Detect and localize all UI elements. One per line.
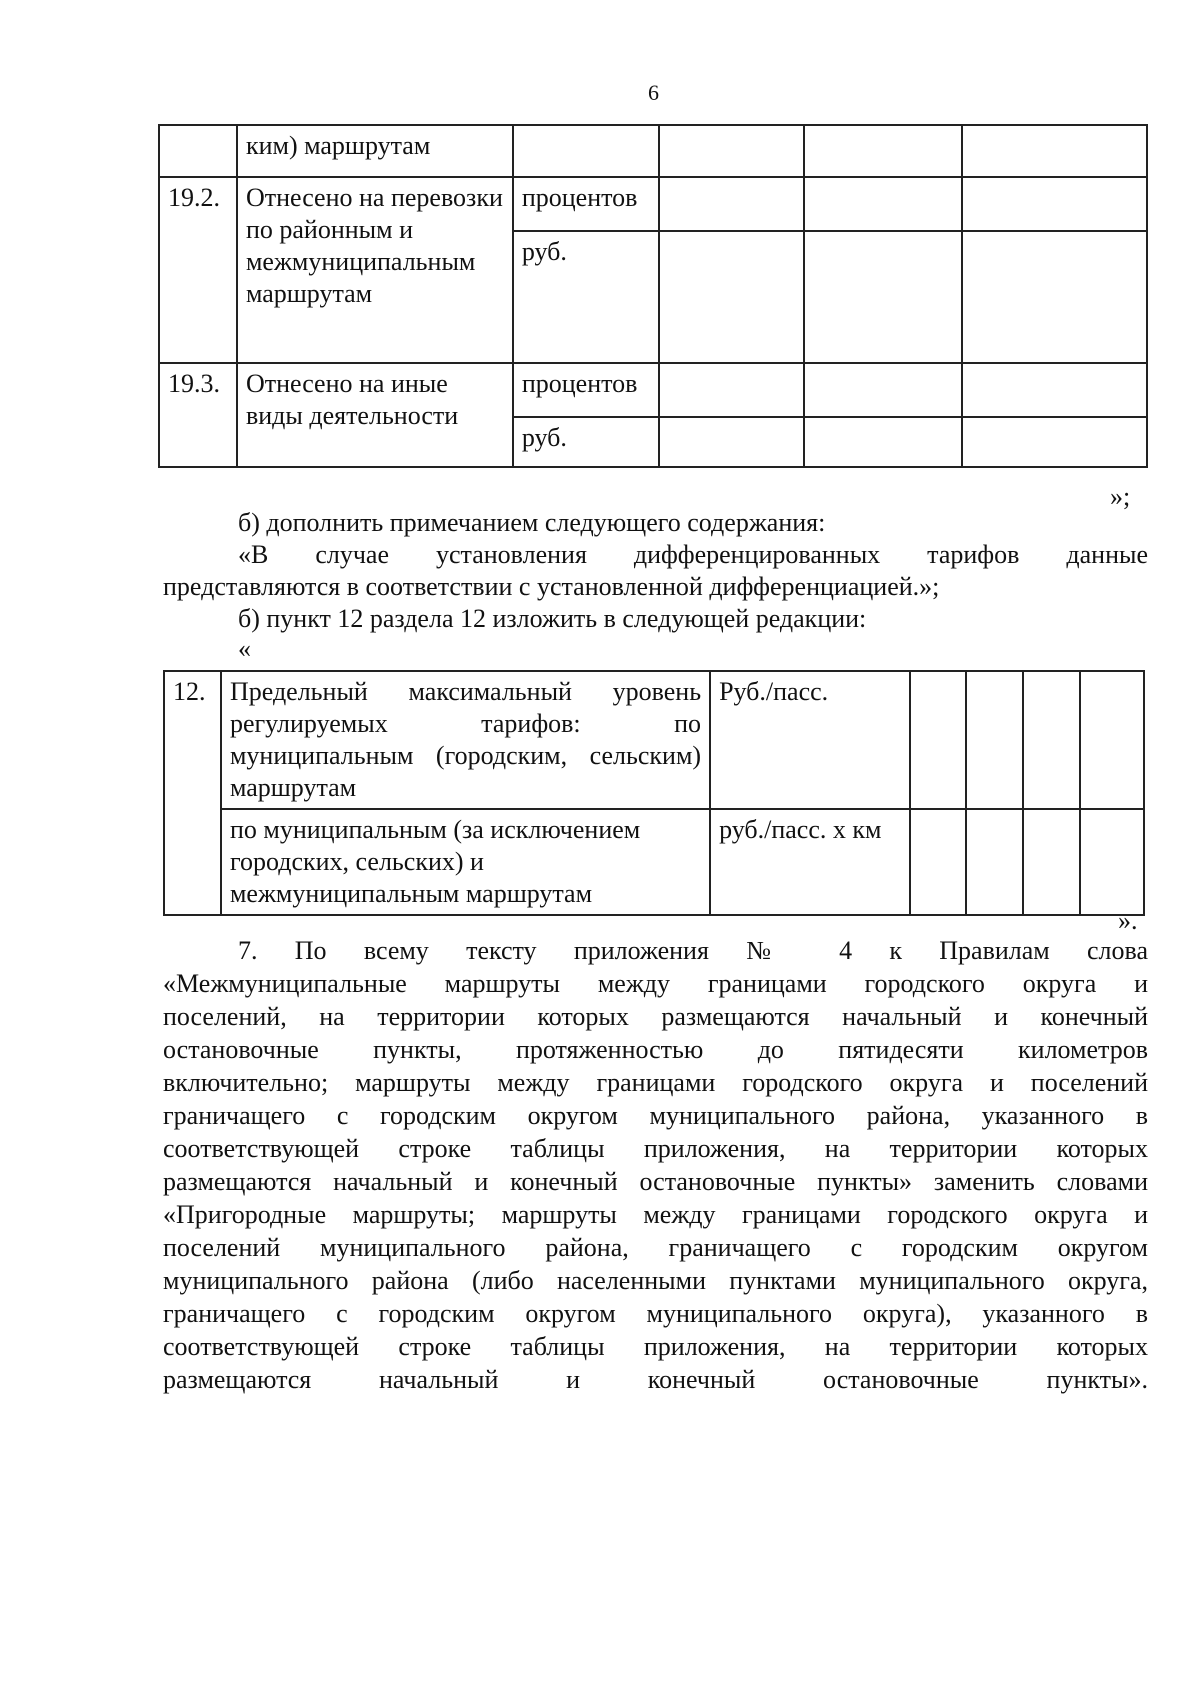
row-number: 12. — [164, 671, 221, 915]
row-description: Отнесено на перевозки по районным и межмуниципальным маршрутам — [237, 177, 513, 363]
paragraph-line: «Межмуниципальные маршруты между границами городского округа и — [163, 969, 1148, 998]
paragraph-7 — [163, 934, 1148, 1396]
unit-cell: руб. — [513, 417, 659, 467]
para-v-intro: б) пункт 12 раздела 12 изложить в следующей редакции: — [238, 604, 867, 633]
open-quote: « — [238, 634, 251, 663]
table-row — [159, 125, 1147, 177]
row-description: Предельный максимальный уровень регулируемых тарифов: по муниципальным (городским, сельским) маршрутам — [221, 671, 710, 809]
closing-quote: »; — [1110, 482, 1131, 511]
paragraph-line: включительно; маршруты между границами городского округа и поселений — [163, 1068, 1148, 1097]
row-description: по муниципальным (за исключением городских, сельских) и межмуниципальным маршрутам — [221, 809, 710, 915]
row-number: 19.2. — [159, 177, 237, 363]
para-b-line2: представляются в соответствии с установленной дифференциацией.»; — [163, 572, 940, 601]
unit-cell: процентов — [513, 363, 659, 417]
paragraph-line: «Пригородные маршруты; маршруты между границами городского округа и — [163, 1200, 1148, 1229]
paragraph-line: граничащего с городским округом муниципального района, указанного в — [163, 1101, 1148, 1130]
closing-quote-2: ». — [1118, 906, 1138, 935]
table-row — [164, 671, 1144, 809]
unit-cell: руб. — [513, 231, 659, 363]
table-row — [159, 177, 1147, 231]
paragraph-line: размещаются начальный и конечный остановочные пункты» заменить словами — [163, 1167, 1148, 1196]
unit-cell: Руб./пасс. — [710, 671, 910, 809]
table-row — [164, 809, 1144, 915]
tariff-table-19 — [158, 124, 1148, 468]
row-number: 19.3. — [159, 363, 237, 467]
para-b-line1: «В случае установления дифференцированных тарифов данные — [238, 540, 1148, 569]
paragraph-line: 7. По всему тексту приложения № 4 к Правилам слова — [238, 936, 1148, 965]
unit-cell: руб./пасс. x км — [710, 809, 910, 915]
paragraph-line: граничащего с городским округом муниципального округа), указанного в — [163, 1299, 1148, 1328]
para-b-intro: б) дополнить примечанием следующего содержания: — [238, 508, 826, 537]
paragraph-line: поселений, на территории которых размещаются начальный и конечный — [163, 1002, 1148, 1031]
table-row — [159, 363, 1147, 417]
paragraph-line: соответствующей строке таблицы приложения, на территории которых — [163, 1332, 1148, 1361]
paragraph-line: муниципального района (либо населенными пунктами муниципального округа, — [163, 1266, 1148, 1295]
page-number: 6 — [648, 80, 659, 105]
row-description: Отнесено на иные виды деятельности — [237, 363, 513, 467]
tariff-table-12 — [163, 670, 1145, 916]
unit-cell: процентов — [513, 177, 659, 231]
paragraph-line: размещаются начальный и конечный остановочные пункты». — [163, 1365, 1148, 1394]
paragraph-line: остановочные пункты, протяженностью до пятидесяти километров — [163, 1035, 1148, 1064]
paragraph-line: соответствующей строке таблицы приложения, на территории которых — [163, 1134, 1148, 1163]
row-continuation-text: ким) маршрутам — [237, 125, 513, 177]
paragraph-line: поселений муниципального района, граничащего с городским округом — [163, 1233, 1148, 1262]
